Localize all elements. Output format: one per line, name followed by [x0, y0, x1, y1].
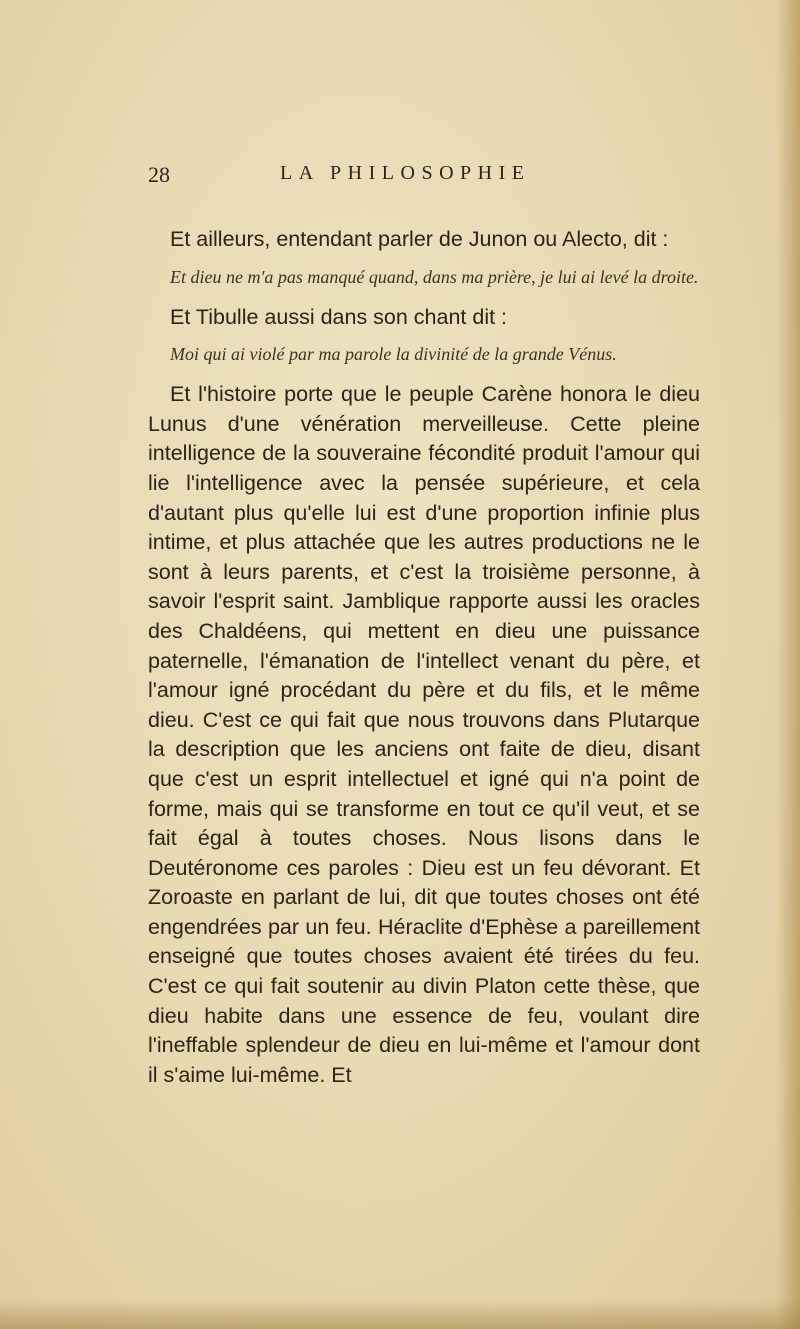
page-edge-shadow-right	[776, 0, 800, 1329]
paragraph-tibulle: Et Tibulle aussi dans son chant dit :	[170, 304, 508, 329]
quote-priere: Et dieu ne m'a pas manqué quand, dans ma prière, je lui ai levé la droite.	[170, 266, 699, 287]
running-title: LA PHILOSOPHIE	[280, 162, 531, 184]
paragraph-main-body: Et l'histoire porte que le peuple Carène honora le dieu Lunus d'une vénération merveilleuse. Cette pleine intelligence de la souveraine fécondité produit l'amour qui lie l'intelligence avec la pensée supérieure, et cela d'autant plus qu'elle lui est d'une proportion infinie plus intime, et plus attachée que les autres productions ne le sont à leurs parents, et c'est la troisième personne, à savoir l'esprit saint. Jamblique rapporte aussi les oracles des Chaldéens, qui mettent en dieu une puissance paternelle, l'émanation de l'intellect venant du père, et l'amour igné procédant du père et du fils, et le même dieu. C'est ce qui fait que nous trouvons dans Plutarque la description que les anciens ont faite de dieu, disant que c'est un esprit intellectuel et igné qui n'a point de forme, mais qui se transforme en tout ce qu'il veut, et se fait égal à toutes choses. Nous lisons dans le Deutéronome ces paroles : Dieu est un feu dévorant. Et Zoroaste en parlant de lui, dit que toutes choses ont été engendrées par un feu. Héraclite d'Ephèse a pareillement enseigné que toutes choses avaient été tirées du feu. C'est ce qui fait soutenir au divin Platon cette thèse, que dieu habite dans une essence de feu, voulant dire l'ineffable splendeur de dieu en lui-même et l'amour dont il s'aime lui-même. Et	[148, 382, 700, 1087]
page-header	[148, 162, 748, 196]
page-number: 28	[148, 162, 170, 187]
page-edge-shadow-bottom	[0, 1299, 800, 1329]
main-text	[148, 225, 700, 1090]
quote-venus: Moi qui ai violé par ma parole la divinité de la grande Vénus.	[170, 344, 617, 365]
paragraph-junon-alecto: Et ailleurs, entendant parler de Junon ou Alecto, dit :	[170, 227, 669, 251]
